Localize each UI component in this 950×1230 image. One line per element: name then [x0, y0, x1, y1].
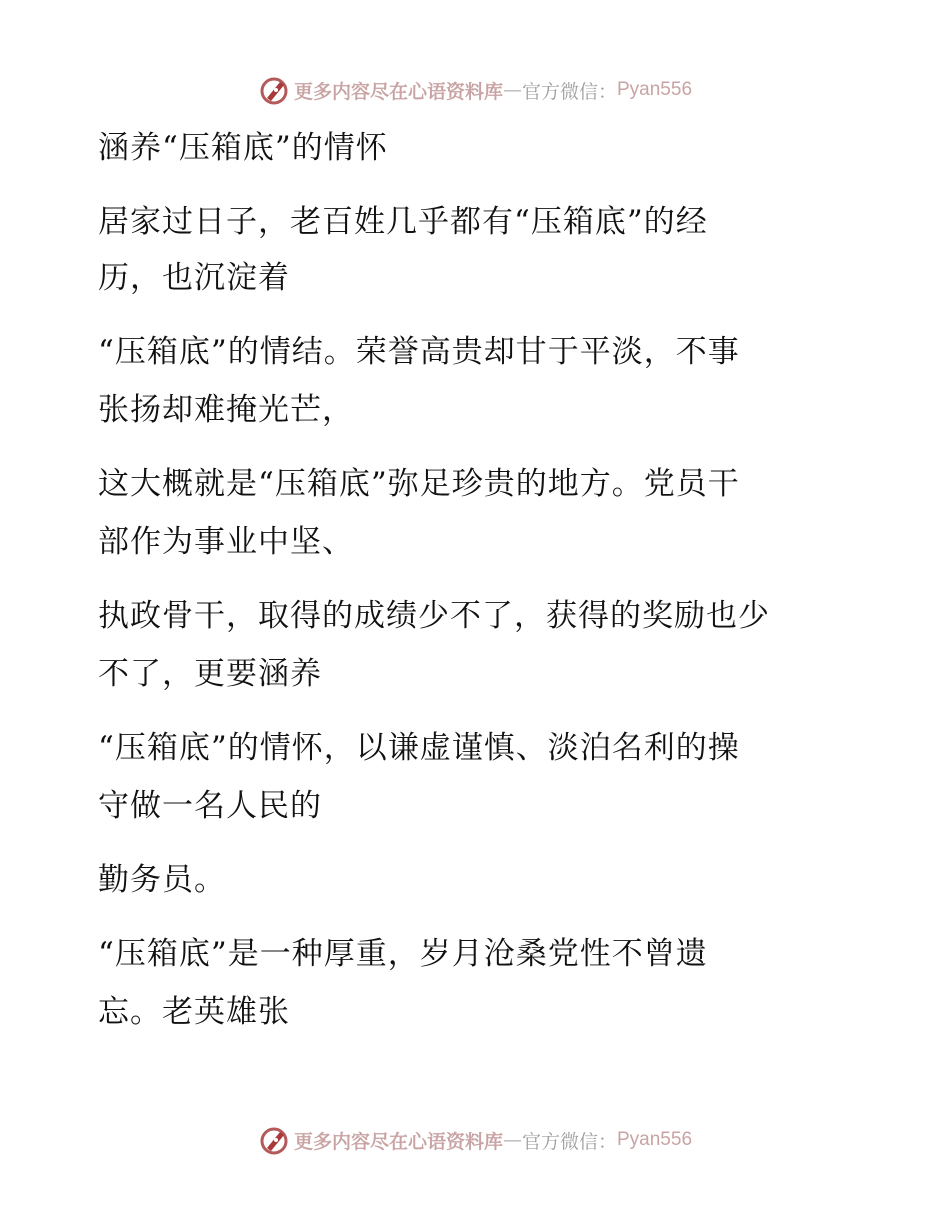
- body-line: 这大概就是“压箱底”弥足珍贵的地方。党员干: [98, 466, 740, 502]
- footer-watermark: [0, 1122, 950, 1158]
- body-line: 部作为事业中坚、: [98, 524, 354, 560]
- body-line: 居家过日子，老百姓几乎都有“压箱底”的经: [98, 204, 708, 240]
- body-line: “压箱底”是一种厚重，岁月沧桑党性不曾遗: [98, 936, 708, 972]
- watermark-sub-text: 官方微信：: [521, 80, 617, 103]
- body-line: “压箱底”的情结。荣誉高贵却甘于平淡，不事: [98, 334, 740, 370]
- body-line: “压箱底”的情怀，以谦虚谨慎、淡泊名利的操: [98, 730, 740, 766]
- body-line: 忘。老英雄张: [98, 994, 290, 1030]
- body-line: 勤务员。: [98, 862, 226, 898]
- watermark-id: Pyan556: [617, 1129, 693, 1150]
- watermark-separator: —: [502, 79, 522, 101]
- header-watermark: [0, 72, 950, 108]
- watermark-id: Pyan556: [617, 79, 693, 100]
- pen-nib-circle-icon: [258, 1124, 290, 1156]
- watermark-sub-text: 官方微信：: [521, 1130, 617, 1153]
- body-line: 执政骨干，取得的成绩少不了，获得的奖励也少: [98, 598, 770, 634]
- body-line: 历，也沉淀着: [98, 260, 290, 296]
- body-line: 不了，更要涵养: [98, 656, 322, 692]
- pen-nib-circle-icon: [258, 74, 290, 106]
- body-line: 张扬却难掩光芒，: [98, 392, 354, 428]
- watermark-separator: —: [502, 1129, 522, 1151]
- watermark-main-text: 更多内容尽在心语资料库: [293, 1130, 503, 1153]
- body-line-title: 涵养“压箱底”的情怀: [98, 130, 388, 166]
- watermark-main-text: 更多内容尽在心语资料库: [293, 80, 503, 103]
- body-line: 守做一名人民的: [98, 788, 322, 824]
